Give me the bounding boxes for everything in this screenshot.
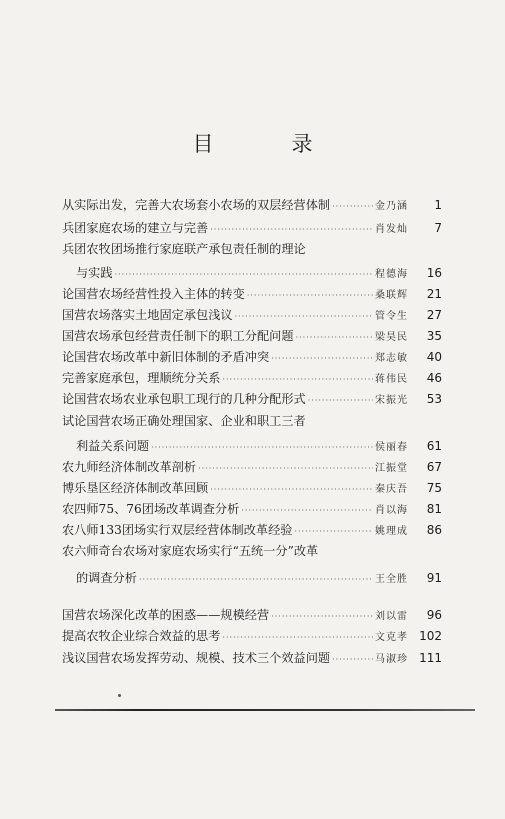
toc-entry[interactable] xyxy=(62,569,442,587)
entry-author: 文克孝 xyxy=(375,632,408,643)
entry-page: 111 xyxy=(419,651,442,665)
toc-entry[interactable] xyxy=(62,348,442,366)
entry-page: 1 xyxy=(434,198,442,212)
entry-title: 试论国营农场正确处理国家、企业和职工三者 xyxy=(62,414,306,428)
entry-title: 农八师133团场实行双层经营体制改革经验 xyxy=(62,523,293,537)
title-char-1: 目 xyxy=(192,132,214,156)
entry-page: 96 xyxy=(426,608,442,622)
dot-leader xyxy=(332,202,373,211)
entry-author: 姚理成 xyxy=(375,526,408,537)
toc-entry[interactable] xyxy=(62,412,442,430)
dot-leader xyxy=(296,333,373,342)
entry-title: 论国营农场经营性投入主体的转变 xyxy=(62,287,245,301)
entry-author: 肖以海 xyxy=(375,505,408,516)
entry-author: 宋振光 xyxy=(375,395,408,406)
toc-entry[interactable] xyxy=(62,542,442,560)
entry-page: 7 xyxy=(434,221,442,235)
entry-author: 马淑珍 xyxy=(375,654,408,665)
dot-leader xyxy=(115,270,373,279)
toc-entry[interactable] xyxy=(62,240,442,258)
entry-author: 王全胜 xyxy=(375,574,408,585)
entry-page: 46 xyxy=(426,371,442,385)
entry-page: 35 xyxy=(426,329,442,343)
entry-title: 利益关系问题 xyxy=(76,439,150,453)
dot-leader xyxy=(139,575,373,584)
entry-author: 金乃涵 xyxy=(375,201,408,212)
entry-author: 蒋伟民 xyxy=(375,374,408,385)
toc-entry[interactable] xyxy=(62,285,442,303)
entry-title: 博乐垦区经济体制改革回顾 xyxy=(62,481,209,495)
entry-title: 的调查分析 xyxy=(76,571,137,585)
entry-title: 提高农牧企业综合效益的思考 xyxy=(62,629,221,643)
dot-leader xyxy=(210,225,373,234)
title-char-2: 录 xyxy=(291,132,313,156)
entry-title: 国营农场落实土地固定承包浅议 xyxy=(62,308,233,322)
dot-leader xyxy=(198,464,373,473)
entry-author: 程德海 xyxy=(375,269,408,280)
entry-author: 江振堂 xyxy=(375,463,408,474)
dot-leader xyxy=(294,527,373,536)
bottom-rule xyxy=(55,709,475,711)
entry-title: 论国营农场改革中新旧体制的矛盾冲突 xyxy=(62,350,270,364)
entry-title: 农四师75、76团场改革调查分析 xyxy=(62,502,240,516)
dot-leader xyxy=(332,655,373,664)
entry-author: 侯丽春 xyxy=(375,442,408,453)
toc-entry[interactable] xyxy=(62,521,442,539)
entry-title: 国营农场深化改革的困惑——规模经营 xyxy=(62,608,270,622)
toc-entry[interactable] xyxy=(62,606,442,624)
dot-leader xyxy=(271,612,373,621)
entry-title: 兵团农牧团场推行家庭联产承包责任制的理论 xyxy=(62,242,306,256)
entry-author: 梁昊民 xyxy=(375,332,408,343)
toc-entry[interactable] xyxy=(62,479,442,497)
dot-leader xyxy=(210,485,373,494)
entry-title: 农九师经济体制改革剖析 xyxy=(62,460,197,474)
dot-leader xyxy=(308,396,373,405)
toc-entry[interactable] xyxy=(62,219,442,237)
toc-entry[interactable] xyxy=(62,649,442,667)
entry-page: 61 xyxy=(426,439,442,453)
toc-entry[interactable] xyxy=(62,264,442,282)
toc-entry[interactable] xyxy=(62,196,442,214)
entry-author: 郑志敏 xyxy=(375,353,408,364)
dot-leader xyxy=(271,354,373,363)
entry-title: 国营农场承包经营责任制下的职工分配问题 xyxy=(62,329,294,343)
entry-page: 91 xyxy=(426,571,442,585)
entry-page: 86 xyxy=(426,523,442,537)
dot-leader xyxy=(222,633,373,642)
page-title xyxy=(0,128,505,158)
entry-page: 27 xyxy=(426,308,442,322)
toc-entry[interactable] xyxy=(62,327,442,345)
entry-author: 桑联辉 xyxy=(375,290,408,301)
dot-leader xyxy=(151,443,373,452)
entry-page: 21 xyxy=(426,287,442,301)
dot-leader xyxy=(241,506,373,515)
entry-title: 完善家庭承包，理顺统分关系 xyxy=(62,371,221,385)
entry-page: 81 xyxy=(426,502,442,516)
toc-entry[interactable] xyxy=(62,627,442,645)
entry-title: 兵团家庭农场的建立与完善 xyxy=(62,221,209,235)
entry-page: 67 xyxy=(426,460,442,474)
entry-page: 102 xyxy=(419,629,442,643)
toc-entry[interactable] xyxy=(62,390,442,408)
entry-title: 从实际出发，完善大农场套小农场的双层经营体制 xyxy=(62,198,331,212)
entry-page: 53 xyxy=(426,392,442,406)
entry-author: 刘以雷 xyxy=(375,611,408,622)
toc-entry[interactable] xyxy=(62,369,442,387)
entry-title: 论国营农场农业承包职工现行的几种分配形式 xyxy=(62,392,306,406)
dot-leader xyxy=(247,291,373,300)
entry-title: 浅议国营农场发挥劳动、规模、技术三个效益问题 xyxy=(62,651,331,665)
entry-title: 农六师奇台农场对家庭农场实行“五统一分”改革 xyxy=(62,544,319,558)
dot-leader xyxy=(222,375,373,384)
entry-author: 肖发灿 xyxy=(375,224,408,235)
entry-page: 16 xyxy=(426,266,442,280)
entry-page: 40 xyxy=(426,350,442,364)
entry-author: 管令生 xyxy=(375,311,408,322)
print-speck xyxy=(118,694,121,697)
entry-author: 秦庆吾 xyxy=(375,484,408,495)
entry-page: 75 xyxy=(426,481,442,495)
toc-entry[interactable] xyxy=(62,500,442,518)
toc-entry[interactable] xyxy=(62,306,442,324)
toc-entry[interactable] xyxy=(62,458,442,476)
entry-title: 与实践 xyxy=(76,266,113,280)
dot-leader xyxy=(235,312,373,321)
toc-entry[interactable] xyxy=(62,437,442,455)
